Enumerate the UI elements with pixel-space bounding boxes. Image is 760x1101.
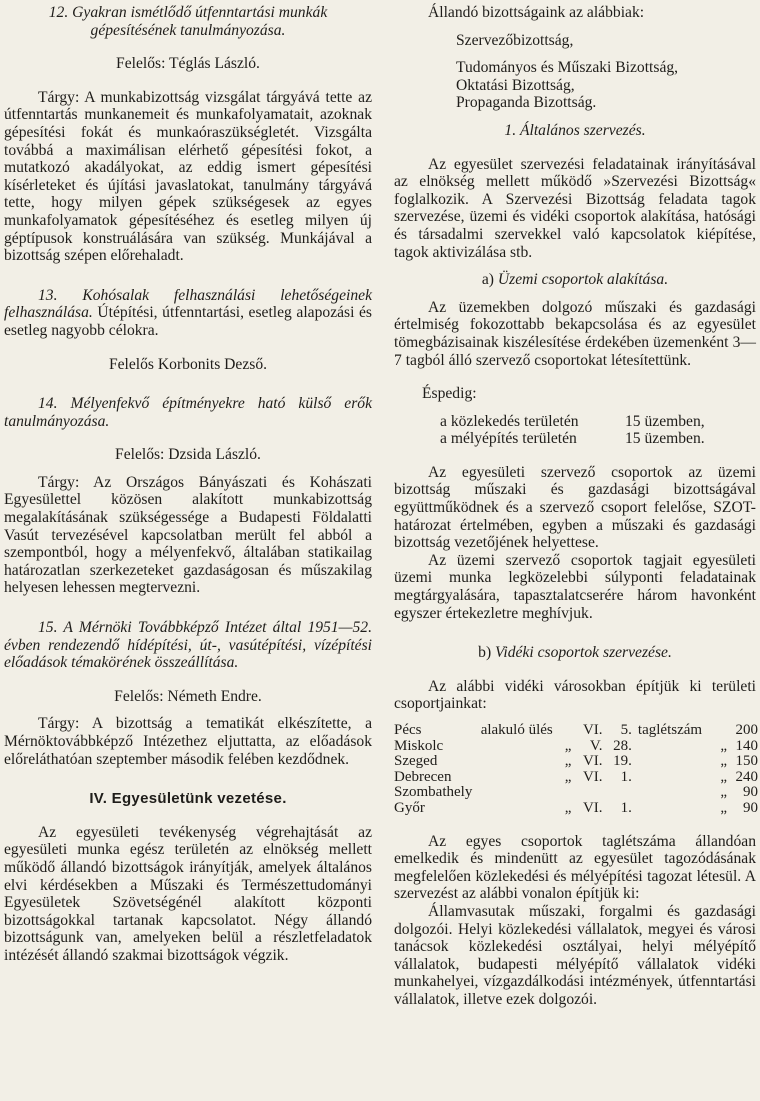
item-12-responsible: Felelős: Téglás László. (116, 55, 260, 73)
city-ditto: „ (564, 737, 572, 754)
city-members-label (638, 770, 712, 786)
committee-item: Propaganda Bizottság. (456, 94, 597, 112)
section-iv-body: Az egyesületi tevékenység végrehajtását az egyesületi munka egész területén az elnökség mellett működő állandó bizottságok irányítják, amelyek általános elvi kérdésekben a Műszaki és Természettudományi Egyesületek Szövetségénél alakított központi bizottságokkal tartanak kapcsolatot. Négy állandó bizottságunk van, amelyeken belül a részletfeladatok intézését állandó szakmai bizottságok végzik. (4, 823, 372, 964)
city-members: 140 (735, 737, 758, 754)
city-label (481, 754, 557, 770)
subsection-b-body: Az egyes csoportok taglétszáma állandóan emelkedik és mindenütt az egyesület tagozódásának megfelelően közlekedési és mélyépítési tagozat létesül. A szervezést az alábbi vonalon építjük ki: (394, 832, 756, 903)
city-ditto: „ (564, 753, 572, 770)
city-label (481, 801, 557, 817)
city-ditto: „ (720, 753, 728, 770)
namely-row (440, 413, 756, 431)
item-14-body: Tárgy: Az Országos Bányászati és Kohászati Egyesülettel közösen alakított munkabizottság megalakításának szükségessége a Budapesti Földalatti Vasút tervezésével kapcsolatban merült fel abból a szempontból, hogy a mélyenfekvő, általában statikailag határozatlan szerkezeteket gazdaságosan és műszakilag helyesen lehessen megtervezni. (4, 473, 372, 597)
committees-intro: Állandó bizottságaink az alábbiak: (428, 4, 645, 21)
table-row (394, 723, 758, 739)
item-12-title: 12. Gyakran ismétlődő útfenntartási munkák gépesítésének tanulmányozása. (48, 4, 328, 39)
subsection-b-title (394, 644, 756, 662)
city-members: 90 (743, 799, 758, 816)
city-members-label (638, 801, 712, 817)
table-row (394, 785, 758, 801)
committee-list (394, 32, 756, 112)
namely-list (394, 413, 756, 448)
city-month: VI. (582, 799, 603, 816)
city-members: 90 (743, 784, 758, 801)
item-15-responsible: Felelős: Németh Endre. (114, 687, 262, 705)
item-13-title-rest: Útépítési, útfenntartási, esetleg alapozási és esetleg nagyobb célokra. (4, 304, 372, 339)
city-ditto: „ (564, 799, 572, 816)
table-row (394, 801, 758, 817)
city-members: 200 (735, 722, 758, 738)
city-label (481, 785, 557, 801)
city-name: Győr (394, 799, 425, 816)
city-ditto (712, 723, 735, 739)
section-1-body: Az egyesület szervezési feladatainak irányításával az elnökség mellett működő »Szervezési Bizottság« foglalkozik. A Szervezési Bizottság feladata tagok szervezése, üzemi és vidéki csoportok alakítása, hatósági és társadalmi szervekkel való kapcsolatok kiépítése, tagok aktivizálása stb. (394, 155, 756, 261)
city-month: VI. (582, 753, 603, 770)
namely-row-area: a közlekedés területén (440, 412, 579, 430)
item-15-title: 15. A Mérnöki Továbbképző Intézet által 1951—52. évben rendezendő hídépítési, út-, vasútépítési, vízépítési előadások témakörének összeállítása. (4, 619, 372, 672)
item-14-responsible: Felelős: Dzsida László. (115, 446, 261, 464)
city-members: 240 (735, 768, 758, 785)
namely-row-area: a mélyépítés területén (440, 430, 577, 448)
namely-row-count: 15 üzemben, (625, 412, 705, 430)
subsection-b-title-text: Vidéki csoportok szervezése. (495, 644, 672, 662)
city-name: Miskolc (394, 737, 444, 754)
table-row (394, 770, 758, 786)
city-members: 150 (735, 753, 758, 770)
subsection-a-body: Az üzemekben dolgozó műszaki és gazdasági értelmiség fokozottabb bekapcsolása és az egyesület tömegbázisainak kiszélesítése érdekében üzemenként 3—7 tagból álló szervező csoportokat létesítettünk. (394, 298, 756, 369)
city-name: Szeged (394, 753, 438, 770)
section-iv-title: IV. Egyesületünk vezetése. (89, 790, 287, 808)
subsection-b-prefix: b) (478, 644, 496, 662)
city-day: 19. (613, 753, 632, 770)
city-label (481, 739, 557, 755)
item-13-title-italic: 13. Kohósalak felhasználási lehetőségeinek felhasználása. (4, 286, 372, 322)
item-12-body: Tárgy: A munkabizottság vizsgálat tárgyává tette az útfenntartás munkanemeit és munkafolyamatait, azoknak gépesítési fokát és munkaóraszükségletét. Vizsgálta továbbá a maximálisan elérhető gépesítési fokot, a mutatkozó akadályokat, az eddig ismert gépesítési kísérleteket és újítási javaslatokat, tanulmány tárgyává tette, hogy milyen gépek szükségesek az egyes munkafolyamatok gépesítéséhez és esetleg milyen új géptípusok konstruálására van szükség. Munkájával a bizottság szépen előrehaladt. (4, 88, 372, 265)
namely-row (440, 430, 756, 448)
city-name: Szombathely (394, 784, 473, 801)
subsection-b-intro: Az alábbi vidéki városokban építjük ki területi csoportjainkat: (394, 677, 756, 713)
city-ditto: „ (720, 784, 728, 801)
table-row (394, 754, 758, 770)
city-name: Pécs (394, 722, 422, 738)
subsection-a-title (394, 271, 756, 289)
city-day: 1. (620, 799, 632, 816)
city-ditto: „ (720, 799, 728, 816)
city-ditto: „ (720, 768, 728, 785)
city-name: Debrecen (394, 768, 452, 785)
namely-label: Éspedig: (422, 385, 477, 403)
city-day (607, 785, 638, 801)
city-members-label: taglétszám (637, 722, 703, 738)
city-label: alakuló ülés (480, 722, 553, 738)
committee-item: Szervezőbizottság, (456, 31, 574, 49)
item-15-body: Tárgy: A bizottság a tematikát elkészítette, a Mérnöktovábbképző Intézethez eljuttatta, az előadások előreláthatóan szeptember második felében kezdődnek. (4, 715, 372, 768)
city-day: 1. (620, 768, 632, 785)
subsection-a-body-2: Az egyesületi szervező csoportok az üzemi bizottság műszaki és gazdasági bizottságával együttműködnek és a szervező csoport felelőse, SZOT-határozat értelmében, egyben a műszaki és gazdasági bizottság vezetőjének helyettese. (394, 463, 756, 552)
city-members-label (638, 754, 712, 770)
city-ditto (556, 723, 579, 739)
city-day: 5. (620, 722, 632, 738)
city-day: 28. (613, 737, 632, 754)
item-14-title: 14. Mélyenfekvő építményekre ható külső erők tanulmányozása. (4, 395, 372, 430)
item-13-title (4, 287, 372, 340)
right-column (394, 4, 756, 1009)
city-month: VI. (582, 722, 603, 738)
city-ditto: „ (564, 768, 572, 785)
city-month: VI. (582, 768, 603, 785)
left-column (4, 4, 372, 965)
item-13-responsible: Felelős Korbonits Dezső. (108, 355, 268, 373)
namely-row-count: 15 üzemben. (625, 430, 705, 448)
subsection-a-title-text: Üzemi csoportok alakítása. (497, 271, 669, 289)
subsection-a-prefix: a) (481, 271, 498, 289)
city-month: V. (589, 737, 603, 754)
city-members-label (638, 739, 712, 755)
city-ditto: „ (720, 737, 728, 754)
subsection-a-body-3: Az üzemi szervező csoportok tagjait egyesületi üzemi munka legközelebbi súlyponti feladatainak megtárgyalására, tapasztalatcserére három havonként egyszer értekezletre meghívjuk. (394, 551, 756, 622)
committee-item: Tudományos és Műszaki Bizottság, (456, 59, 679, 77)
cities-table (394, 723, 758, 817)
section-1-title: 1. Általános szervezés. (504, 121, 646, 139)
committee-item: Oktatási Bizottság, (456, 76, 575, 94)
city-month (580, 785, 607, 801)
subsection-b-body-2: Államvasutak műszaki, forgalmi és gazdasági dolgozói. Helyi közlekedési vállalatok, megyei és városi tanácsok közlekedési osztályai, helyi mélyépítő vállalatok, budapesti mélyépítő vállalatok vidéki munkahelyei, vízgazdálkodási intézmények, útfenntartási vállalatok, illetve ezek dolgozói. (394, 902, 756, 1008)
city-label (481, 770, 557, 786)
table-row (394, 739, 758, 755)
city-members-label (638, 785, 712, 801)
city-ditto (556, 785, 579, 801)
